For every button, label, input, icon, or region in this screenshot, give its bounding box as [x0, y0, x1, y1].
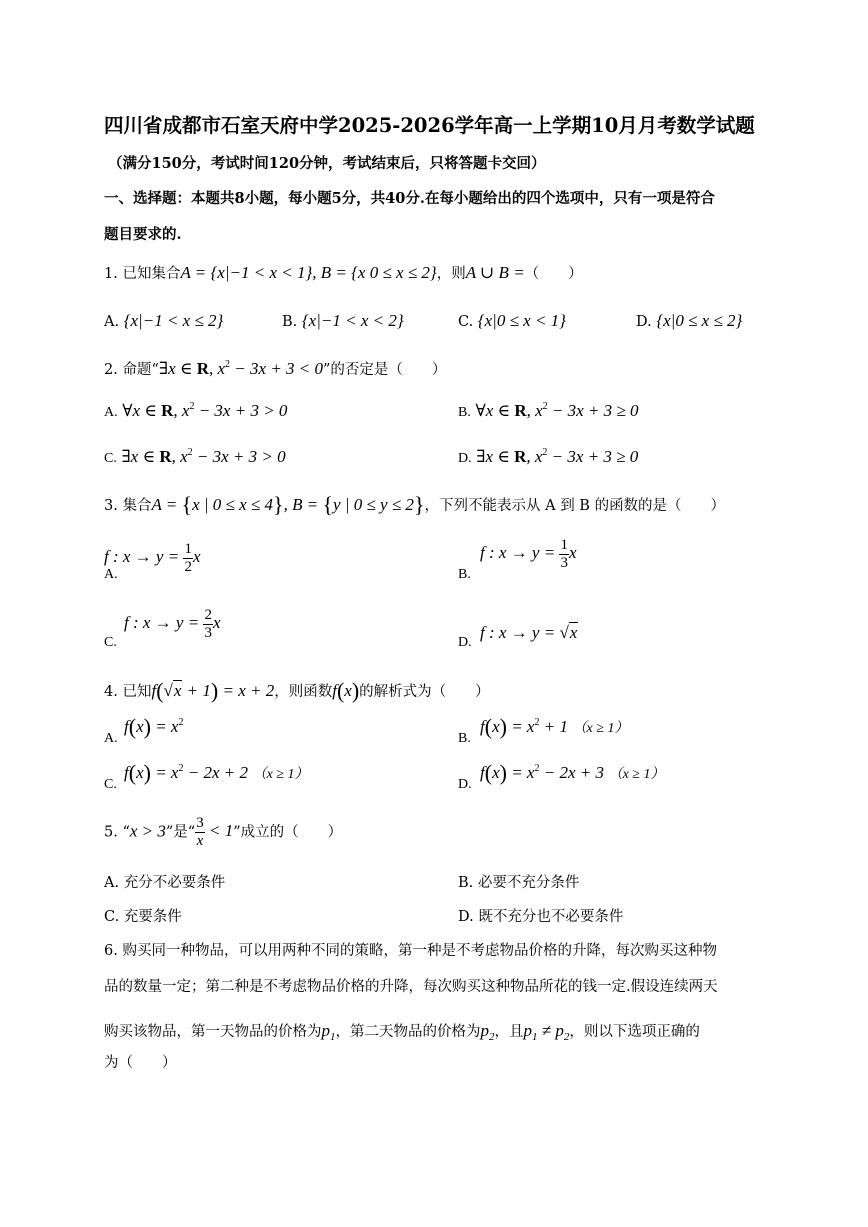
- q2-option-c-label: C.: [104, 451, 117, 466]
- q4-option-d-cond: （x ≥ 1）: [608, 767, 665, 782]
- q6-line-3d: ，则以下选项正确的: [569, 1024, 700, 1040]
- q6-line-3b: ，第二天物品的价格为: [335, 1024, 481, 1040]
- q2-proposition: ∃x ∈ R, $x^2 - 3x + 3 < 0$: [158, 359, 324, 378]
- question-3: [104, 494, 725, 516]
- q3-option-d-label: D.: [458, 635, 472, 650]
- q2-option-d-math: ∃x ∈ R, $x^2 - 3x + 3 \ge 0$: [476, 447, 639, 466]
- exam-note: （满分150分，考试时间120分钟，考试结束后，只将答题卡交回）: [108, 155, 546, 172]
- q6-line-3c: ，且: [494, 1024, 524, 1040]
- q2-option-c: [104, 448, 286, 466]
- q5-stem: 5. “: [104, 824, 130, 841]
- q1-option-a-label: A.: [104, 314, 120, 330]
- q3-sets: A = {x | 0 ≤ x ≤ 4}, B = {y | 0 ≤ y ≤ 2}: [151, 492, 425, 517]
- q4-option-c-math: $f(x) = x^2 - 2x + 2$: [124, 760, 248, 785]
- q2-option-b: [458, 402, 639, 420]
- q1-end: （ ）: [524, 266, 583, 282]
- q5-option-a-label: A.: [104, 875, 120, 891]
- q3-option-c-math: f : x → y = $\frac{2}{3}$ x: [124, 607, 221, 641]
- q1-option-b: [282, 312, 404, 330]
- q3-option-a-math: f : x → y = $\frac{1}{2}$ x: [104, 541, 201, 575]
- q3-option-b-math: f : x → y = $\frac{1}{3}$ x: [480, 537, 577, 571]
- q5-option-d-label: D.: [458, 909, 474, 925]
- q3-option-a-label: A.: [104, 567, 118, 582]
- q3-option-b: [480, 538, 577, 571]
- q1-option-a: [104, 312, 223, 330]
- q2-option-a-math: ∀x ∈ R, $x^2 - 3x + 3 > 0$: [122, 401, 288, 420]
- q3-option-a: [104, 542, 201, 575]
- q2-stem: 2. 命题“: [104, 362, 159, 378]
- q4-end: 的解析式为（ ）: [359, 684, 490, 700]
- q4-option-c: [124, 762, 308, 784]
- question-5: [104, 816, 342, 849]
- q5-option-b-text: 必要不充分条件: [477, 875, 580, 891]
- q2-option-c-math: ∃x ∈ R, $x^2 - 3x + 3 > 0$: [121, 447, 286, 466]
- q5-option-c-label: C.: [104, 909, 120, 925]
- q3-option-b-label: B.: [458, 567, 471, 582]
- q4-option-c-label: C.: [104, 777, 117, 792]
- q5-end: ”成立的（ ）: [233, 824, 343, 841]
- q1-option-b-math: {x|−1 < x < 2}: [301, 311, 404, 330]
- q1-option-d: [636, 312, 742, 330]
- q6-line-2: 品的数量一定；第二种是不考虑物品价格的升降，每次购买这种物品所花的钱一定.假设连续两天: [104, 979, 718, 995]
- q1-option-a-math: {x|−1 < x ≤ 2}: [123, 311, 224, 330]
- q6-line-3: [104, 1021, 700, 1043]
- q6-p-neq: $p_1 \ne p_2$: [523, 1021, 570, 1043]
- q1-option-c: [458, 312, 566, 330]
- q3-stem: 3. 集合: [104, 498, 152, 514]
- q1-option-c-math: {x|0 ≤ x < 1}: [477, 311, 566, 330]
- q4-mid: ，则函数: [274, 684, 333, 700]
- q1-stem: 1. 已知集合: [104, 266, 181, 282]
- q5-option-a-text: 充分不必要条件: [123, 875, 226, 891]
- q4-func: f(x): [332, 678, 360, 703]
- q2-option-d: [458, 448, 638, 466]
- q5-option-b: [458, 876, 579, 891]
- q5-condition-2: $\frac{3}{x}$ < 1: [196, 815, 234, 849]
- q6-line-3a: 购买该物品，第一天物品的价格为: [104, 1024, 322, 1040]
- q6-p1: $p_1$: [321, 1021, 336, 1043]
- q2-option-a: [104, 402, 287, 420]
- q4-option-b-math: $f(x) = x^2 + 1$: [480, 714, 568, 739]
- q1-union: A ∪ B =: [465, 263, 525, 282]
- q4-option-b-cond: （x ≥ 1）: [572, 721, 629, 736]
- q4-given: f(√x + 1) = x + 2: [151, 678, 275, 703]
- q4-option-b-label: B.: [458, 731, 471, 746]
- q2-option-a-label: A.: [104, 405, 118, 420]
- q4-option-a-math: $f(x) = x^2$: [124, 714, 184, 739]
- q5-condition-1: x > 3: [129, 821, 166, 841]
- section-heading-line2: 题目要求的.: [104, 226, 182, 243]
- q4-option-b: [480, 716, 628, 738]
- q4-option-a: [124, 716, 183, 738]
- q5-option-b-label: B.: [458, 875, 474, 891]
- q4-option-c-cond: （x ≥ 1）: [252, 767, 309, 782]
- q6-line-4: 为（ ）: [104, 1055, 177, 1071]
- q5-option-d-text: 既不充分也不必要条件: [478, 909, 624, 925]
- q3-end: ，下列不能表示从 A 到 B 的函数的是（ ）: [424, 498, 726, 514]
- q5-option-c-text: 充要条件: [123, 909, 182, 925]
- q3-option-c: [124, 608, 221, 641]
- q1-mid: ，则: [436, 266, 466, 282]
- q1-option-d-label: D.: [636, 314, 652, 330]
- section-heading-line1: 一、选择题：本题共8小题，每小题5分，共40分.在每小题给出的四个选项中，只有一项是符合: [104, 190, 715, 207]
- q2-option-b-math: ∀x ∈ R, $x^2 - 3x + 3 \ge 0$: [475, 401, 639, 420]
- q1-option-c-label: C.: [458, 314, 474, 330]
- q4-option-a-label: A.: [104, 731, 118, 746]
- q2-end: ”的否定是（ ）: [323, 362, 447, 378]
- q4-stem: 4. 已知: [104, 684, 152, 700]
- q3-option-d: [480, 624, 578, 642]
- question-4: [104, 680, 490, 702]
- q5-option-d: [458, 910, 623, 925]
- q2-option-d-label: D.: [458, 451, 472, 466]
- q1-set-a: A = {x|−1 < x < 1}, B = {x 0 ≤ x ≤ 2}: [180, 263, 437, 282]
- q5-option-a: [104, 876, 225, 891]
- q3-option-d-math: f : x → y = √x: [480, 623, 578, 642]
- q6-p2: $p_2$: [480, 1021, 495, 1043]
- q5-option-c: [104, 910, 182, 925]
- page-title: 四川省成都市石室天府中学2025-2026学年高一上学期10月月考数学试题: [104, 114, 755, 137]
- question-2: [104, 360, 446, 378]
- q6-line-1: 6. 购买同一种物品，可以用两种不同的策略，第一种是不考虑物品价格的升降，每次购买这种物: [104, 943, 717, 959]
- q1-option-d-math: {x|0 ≤ x ≤ 2}: [656, 311, 743, 330]
- q1-option-b-label: B.: [282, 314, 298, 330]
- q4-option-d-math: $f(x) = x^2 - 2x + 3$: [480, 760, 604, 785]
- question-1: [104, 264, 583, 282]
- q5-mid: ”是“: [165, 824, 196, 841]
- q4-option-d-label: D.: [458, 777, 472, 792]
- q2-option-b-label: B.: [458, 405, 471, 420]
- q3-option-c-label: C.: [104, 635, 117, 650]
- q4-option-d: [480, 762, 664, 784]
